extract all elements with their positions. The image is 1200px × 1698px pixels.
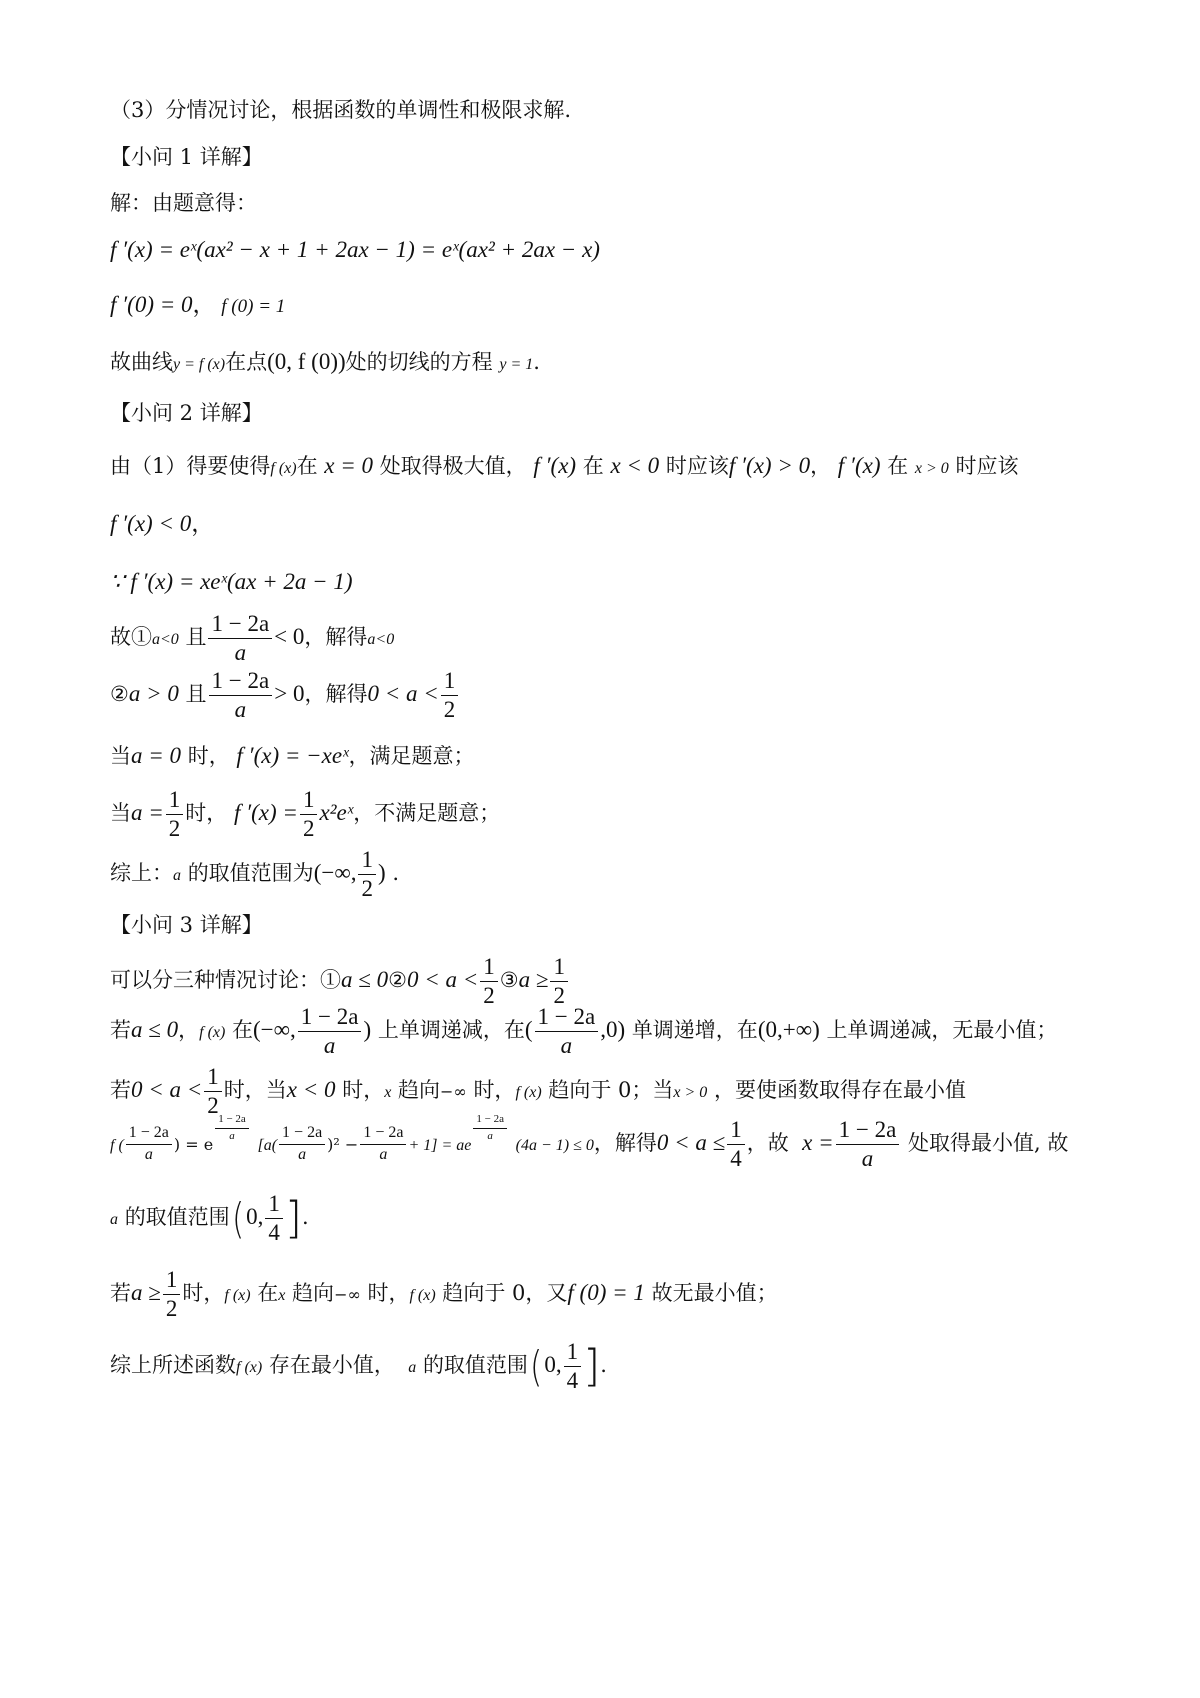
numerator: 1 [480, 955, 498, 982]
text: 处取得最小值, 故 [908, 1131, 1069, 1156]
formula: y = f (x) [173, 356, 226, 373]
left-paren: ( [529, 1341, 543, 1391]
text: ， [191, 511, 215, 537]
formula: ∵ f ′(x) = xeˣ(ax + 2a − 1) [110, 569, 353, 594]
formula: f ′(x) [533, 453, 577, 478]
text: 在 [582, 454, 604, 478]
denominator: 4 [268, 1220, 280, 1246]
formula: a ≥ [518, 967, 549, 993]
formula: a ≤ 0 [341, 967, 389, 993]
text: 上单调递减，无最小值； [826, 1018, 1058, 1043]
text: . [533, 350, 540, 374]
formula: a<0 [367, 631, 395, 649]
fraction [360, 1125, 406, 1164]
denominator: 4 [566, 1368, 579, 1394]
formula: f (0) = 1 [567, 1280, 645, 1306]
numerator: 1 − 2a [215, 1114, 249, 1129]
case-1 [110, 612, 394, 665]
case-a-zero [110, 744, 475, 767]
case-2 [110, 669, 460, 722]
formula: > 0 [274, 681, 305, 707]
formula: x > 0 [914, 460, 949, 477]
fraction [300, 788, 318, 841]
text: 时应该 [955, 454, 1019, 478]
method-note [110, 100, 571, 121]
formula: x [278, 1287, 286, 1305]
text: ② [110, 682, 129, 707]
denominator: 2 [207, 1093, 219, 1119]
numerator: 1 − 2a [836, 1118, 900, 1145]
right-bracket: ] [583, 1340, 601, 1392]
section-heading-2 [110, 403, 263, 424]
fraction [163, 1268, 181, 1321]
formula: f (x) [515, 1084, 542, 1102]
formula: ,0) [600, 1017, 626, 1043]
text: 综上所述函数 [110, 1353, 236, 1378]
text: 时， [367, 1281, 410, 1306]
numerator: 1 [550, 955, 568, 982]
text: 且 [185, 625, 207, 650]
text: 存在最小值， [268, 1353, 395, 1378]
text: ，满足题意； [348, 744, 475, 768]
formula: a [173, 867, 181, 885]
formula: 0 < a < [406, 967, 479, 993]
denominator: a [234, 640, 247, 666]
left-paren: ( [231, 1193, 245, 1243]
formula: [a( [257, 1137, 278, 1155]
text: 时， [182, 1281, 225, 1306]
formula: 0, [544, 1352, 562, 1378]
text: 的取值范围 [422, 1353, 528, 1378]
formula: a = [131, 800, 164, 826]
fraction [126, 1125, 172, 1164]
fraction [480, 955, 498, 1008]
formula: ) = e [173, 1135, 214, 1155]
denominator: a [144, 1146, 153, 1164]
numerator: 1 [204, 1065, 222, 1092]
formula: x > 0 [673, 1084, 708, 1102]
text: 时应该 [665, 454, 729, 478]
formula: x < 0 [286, 1077, 336, 1103]
case-a-large [110, 1268, 778, 1321]
numerator: 1 − 2a [360, 1125, 406, 1145]
formula: 0, [246, 1204, 264, 1230]
fraction [204, 1065, 222, 1118]
denominator: a [487, 1129, 493, 1142]
fraction [265, 1192, 283, 1245]
formula: x [384, 1084, 392, 1102]
three-cases [110, 955, 570, 1008]
formula: ( [524, 1017, 533, 1043]
fraction [209, 669, 273, 722]
text: 时， [342, 1078, 385, 1103]
fraction [166, 788, 184, 841]
formula: y = 1 [499, 356, 534, 373]
text: 综上： [110, 861, 173, 886]
exponent-fraction [215, 1114, 249, 1142]
text: ③ [499, 968, 519, 993]
text: 且 [185, 682, 207, 707]
text: 若 [110, 1018, 131, 1043]
fraction [727, 1118, 745, 1171]
formula: f ′(x) = eˣ(ax² − x + 1 + 2ax − 1) = eˣ(ax² + 2ax − x) [110, 237, 600, 262]
formula: (−∞, [253, 1017, 296, 1043]
text: 由（1）得要使得 [110, 454, 271, 478]
numerator: 1 [564, 1340, 582, 1367]
denominator: 2 [483, 983, 495, 1009]
formula: (−∞, [313, 860, 357, 886]
text: ，要使函数取得存在最小值 [713, 1078, 966, 1103]
formula: a = 0 [131, 743, 182, 768]
formula: )² − [327, 1135, 359, 1155]
max-condition [110, 454, 1018, 477]
formula: < 0 [274, 624, 305, 650]
text: 在 [887, 454, 909, 478]
text: ，故 [746, 1131, 789, 1156]
heading: 【小问 1 详解】 [110, 145, 263, 169]
text: 故曲线 [110, 350, 173, 374]
denominator: a [861, 1146, 874, 1172]
denominator: a [298, 1146, 307, 1164]
text: 故① [110, 625, 152, 650]
numerator: 1 [727, 1118, 745, 1145]
text: 当 [110, 801, 131, 826]
denominator: 2 [165, 1296, 178, 1322]
formula: x = [802, 1130, 834, 1156]
numerator: 1 [300, 788, 318, 815]
numerator: 1 [163, 1268, 181, 1295]
text: ，解得 [304, 682, 368, 707]
derivative-formula [110, 238, 600, 261]
text: . [392, 861, 400, 886]
max-condition-cont [110, 512, 214, 536]
case-a-nonpositive [110, 1005, 1057, 1058]
text: 若 [110, 1281, 131, 1306]
fraction [564, 1340, 582, 1393]
fraction [535, 1005, 599, 1058]
text: 若 [110, 1078, 131, 1103]
text: 趋向于 0，又 [442, 1281, 568, 1306]
formula: a ≤ 0 [131, 1017, 179, 1043]
formula: 0 < a < [131, 1077, 203, 1103]
denominator: a [234, 697, 247, 723]
text: 时， [187, 744, 230, 768]
formula: f (0) = 1 [221, 296, 286, 317]
denominator: a [560, 1033, 573, 1059]
text: ， [178, 1018, 200, 1043]
formula: f ′(x) < 0 [110, 511, 192, 536]
formula: f ′(x) = −xeˣ [236, 743, 349, 768]
formula: f (x) [199, 1024, 226, 1042]
numerator: 1 − 2a [208, 612, 272, 639]
formula: f (x) [409, 1287, 436, 1305]
formula: (0,+∞) [757, 1017, 820, 1043]
text: 当 [110, 744, 131, 768]
summary-2 [110, 848, 399, 901]
text: 趋向于 0；当 [548, 1078, 674, 1103]
heading: 【小问 3 详解】 [110, 913, 263, 937]
formula: f ′(x) > 0 [728, 453, 811, 478]
formula: (4a − 1) ≤ 0 [515, 1137, 594, 1155]
exponent-fraction [473, 1114, 507, 1142]
denominator: 4 [730, 1146, 742, 1172]
formula: −∞ [334, 1285, 361, 1305]
text: ，不满足题意； [353, 801, 501, 826]
section-heading-3 [110, 915, 263, 936]
formula: a [408, 1359, 417, 1377]
numerator: 1 [265, 1192, 283, 1219]
fraction [208, 612, 272, 665]
text: 上单调递减，在 [377, 1018, 525, 1043]
numerator: 1 [166, 788, 184, 815]
range-between [110, 1192, 309, 1245]
text: 在 [296, 454, 318, 478]
text: 单调递增，在 [631, 1018, 758, 1043]
formula: f ′(x) = [233, 800, 298, 826]
formula: a > 0 [128, 681, 179, 707]
min-value-computation [110, 1113, 1069, 1172]
text: . [600, 1353, 607, 1378]
denominator: 2 [553, 983, 565, 1009]
text: ② [388, 968, 407, 993]
numerator: 1 − 2a [473, 1114, 507, 1129]
tangent-line [110, 350, 540, 373]
formula: ) [377, 860, 386, 886]
formula: x²eˣ [319, 800, 354, 826]
text: ， [810, 454, 832, 478]
denominator: 2 [361, 876, 373, 902]
formula: f (x) [236, 1359, 263, 1377]
numerator: 1 [358, 848, 376, 875]
formula: f (x) [224, 1287, 251, 1305]
formula: 0 < a ≤ [656, 1130, 726, 1156]
text: 可以分三种情况讨论：① [110, 968, 341, 993]
fraction [358, 848, 376, 901]
formula: f ′(x) [837, 453, 881, 478]
numerator: 1 − 2a [298, 1005, 362, 1032]
formula: a ≥ [131, 1280, 161, 1306]
text: 时，当 [223, 1078, 287, 1103]
section-heading-1 [110, 147, 263, 168]
text: 在 [257, 1281, 279, 1306]
formula: a<0 [152, 631, 179, 649]
text: 处取得极大值， [379, 454, 527, 478]
text: 趋向 [398, 1078, 441, 1103]
final-summary [110, 1340, 607, 1393]
denominator: a [229, 1129, 235, 1142]
denominator: 2 [443, 697, 456, 723]
text: ， [192, 292, 216, 318]
fraction [279, 1125, 325, 1164]
text: 处的切线的方程 [345, 350, 493, 374]
numerator: 1 [441, 669, 459, 696]
fraction [441, 669, 459, 722]
formula: + 1] = ae [408, 1137, 472, 1155]
text: 解：由题意得： [110, 191, 257, 215]
numerator: 1 − 2a [126, 1125, 172, 1145]
case-a-between [110, 1065, 966, 1118]
right-bracket: ] [284, 1192, 302, 1244]
solution-intro [110, 193, 257, 214]
factored-derivative [110, 570, 353, 593]
denominator: 2 [302, 816, 315, 842]
formula: x < 0 [610, 453, 660, 478]
text: 时， [185, 801, 228, 826]
text: 的取值范围为 [187, 861, 314, 886]
values-at-zero [110, 293, 285, 317]
formula: f (x) [270, 460, 297, 477]
text: . [302, 1205, 309, 1230]
formula: 0 < a < [367, 681, 439, 707]
text: ，解得 [593, 1131, 657, 1156]
denominator: a [323, 1033, 336, 1059]
text: 故无最小值； [651, 1281, 778, 1306]
denominator: 2 [168, 816, 181, 842]
numerator: 1 − 2a [209, 669, 273, 696]
text: 在 [232, 1018, 254, 1043]
formula: f ( [110, 1137, 124, 1155]
formula: (0, f (0)) [267, 349, 346, 374]
text: 时， [473, 1078, 516, 1103]
text: 的取值范围 [124, 1205, 230, 1230]
text: 趋向 [292, 1281, 335, 1306]
numerator: 1 − 2a [535, 1005, 599, 1032]
fraction [298, 1005, 362, 1058]
formula: f ′(0) = 0 [110, 292, 193, 317]
heading: 【小问 2 详解】 [110, 401, 263, 425]
text: ，解得 [304, 625, 368, 650]
text: 在点 [225, 350, 268, 374]
formula: x = 0 [324, 453, 373, 478]
numerator: 1 − 2a [279, 1125, 325, 1145]
case-a-half [110, 788, 500, 841]
fraction [550, 955, 568, 1008]
denominator: a [379, 1146, 388, 1164]
fraction [836, 1118, 900, 1171]
formula: a [110, 1211, 118, 1229]
formula: ) [363, 1017, 372, 1043]
text: （3）分情况讨论，根据函数的单调性和极限求解. [110, 98, 572, 122]
formula: −∞ [440, 1082, 467, 1102]
